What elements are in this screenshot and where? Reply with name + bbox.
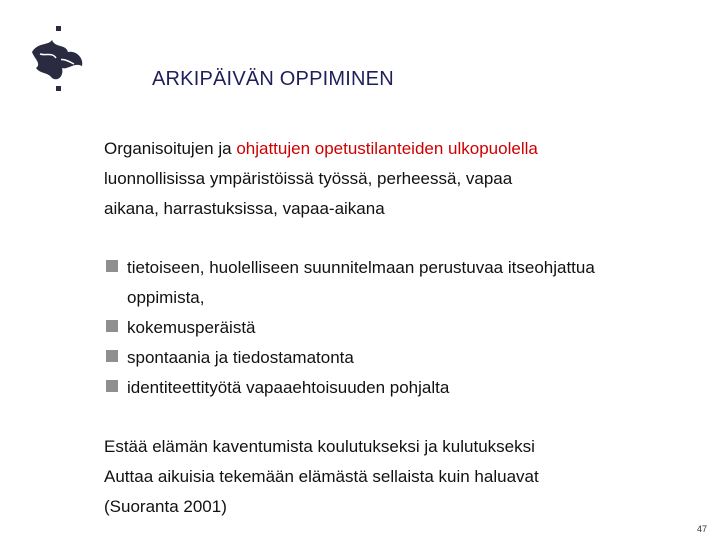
square-bullet-icon [106,260,118,272]
intro-highlight: ohjattujen opetustilanteiden ulkopuolella [236,139,538,158]
bullet-text: tietoiseen, huolelliseen suunnitelmaan perustuvaa itseohjattua [127,258,595,277]
intro-line-2: luonnollisissa ympäristöissä työssä, perheessä, vapaa [104,169,513,188]
page-title: ARKIPÄIVÄN OPPIMINEN [152,68,394,90]
list-item [104,253,704,313]
bullet-text: identiteettityötä vapaaehtoisuuden pohjalta [127,378,450,397]
outro-line-2: Auttaa aikuisia tekemään elämästä sellaista kuin haluavat [104,467,539,486]
citation: (Suoranta 2001) [104,497,227,516]
intro-line-1 [104,134,704,164]
bullet-text-continued: oppimista, [127,288,205,307]
square-bullet-icon [106,320,118,332]
intro-paragraph [104,134,704,224]
list-item [104,313,704,343]
outro-line-1: Estää elämän kaventumista koulutukseksi ja kulutukseksi [104,437,535,456]
square-bullet-icon [106,380,118,392]
intro-text: Organisoitujen ja [104,139,237,158]
list-item [104,373,704,403]
page-number: 47 [696,524,707,534]
outro-paragraph [104,432,704,522]
bullet-text: kokemusperäistä [127,318,256,337]
list-item [104,343,704,373]
bullet-list [104,253,704,403]
intro-line-3: aikana, harrastuksissa, vapaa-aikana [104,199,385,218]
university-logo-icon [22,24,92,96]
square-bullet-icon [106,350,118,362]
bullet-text: spontaania ja tiedostamatonta [127,348,354,367]
